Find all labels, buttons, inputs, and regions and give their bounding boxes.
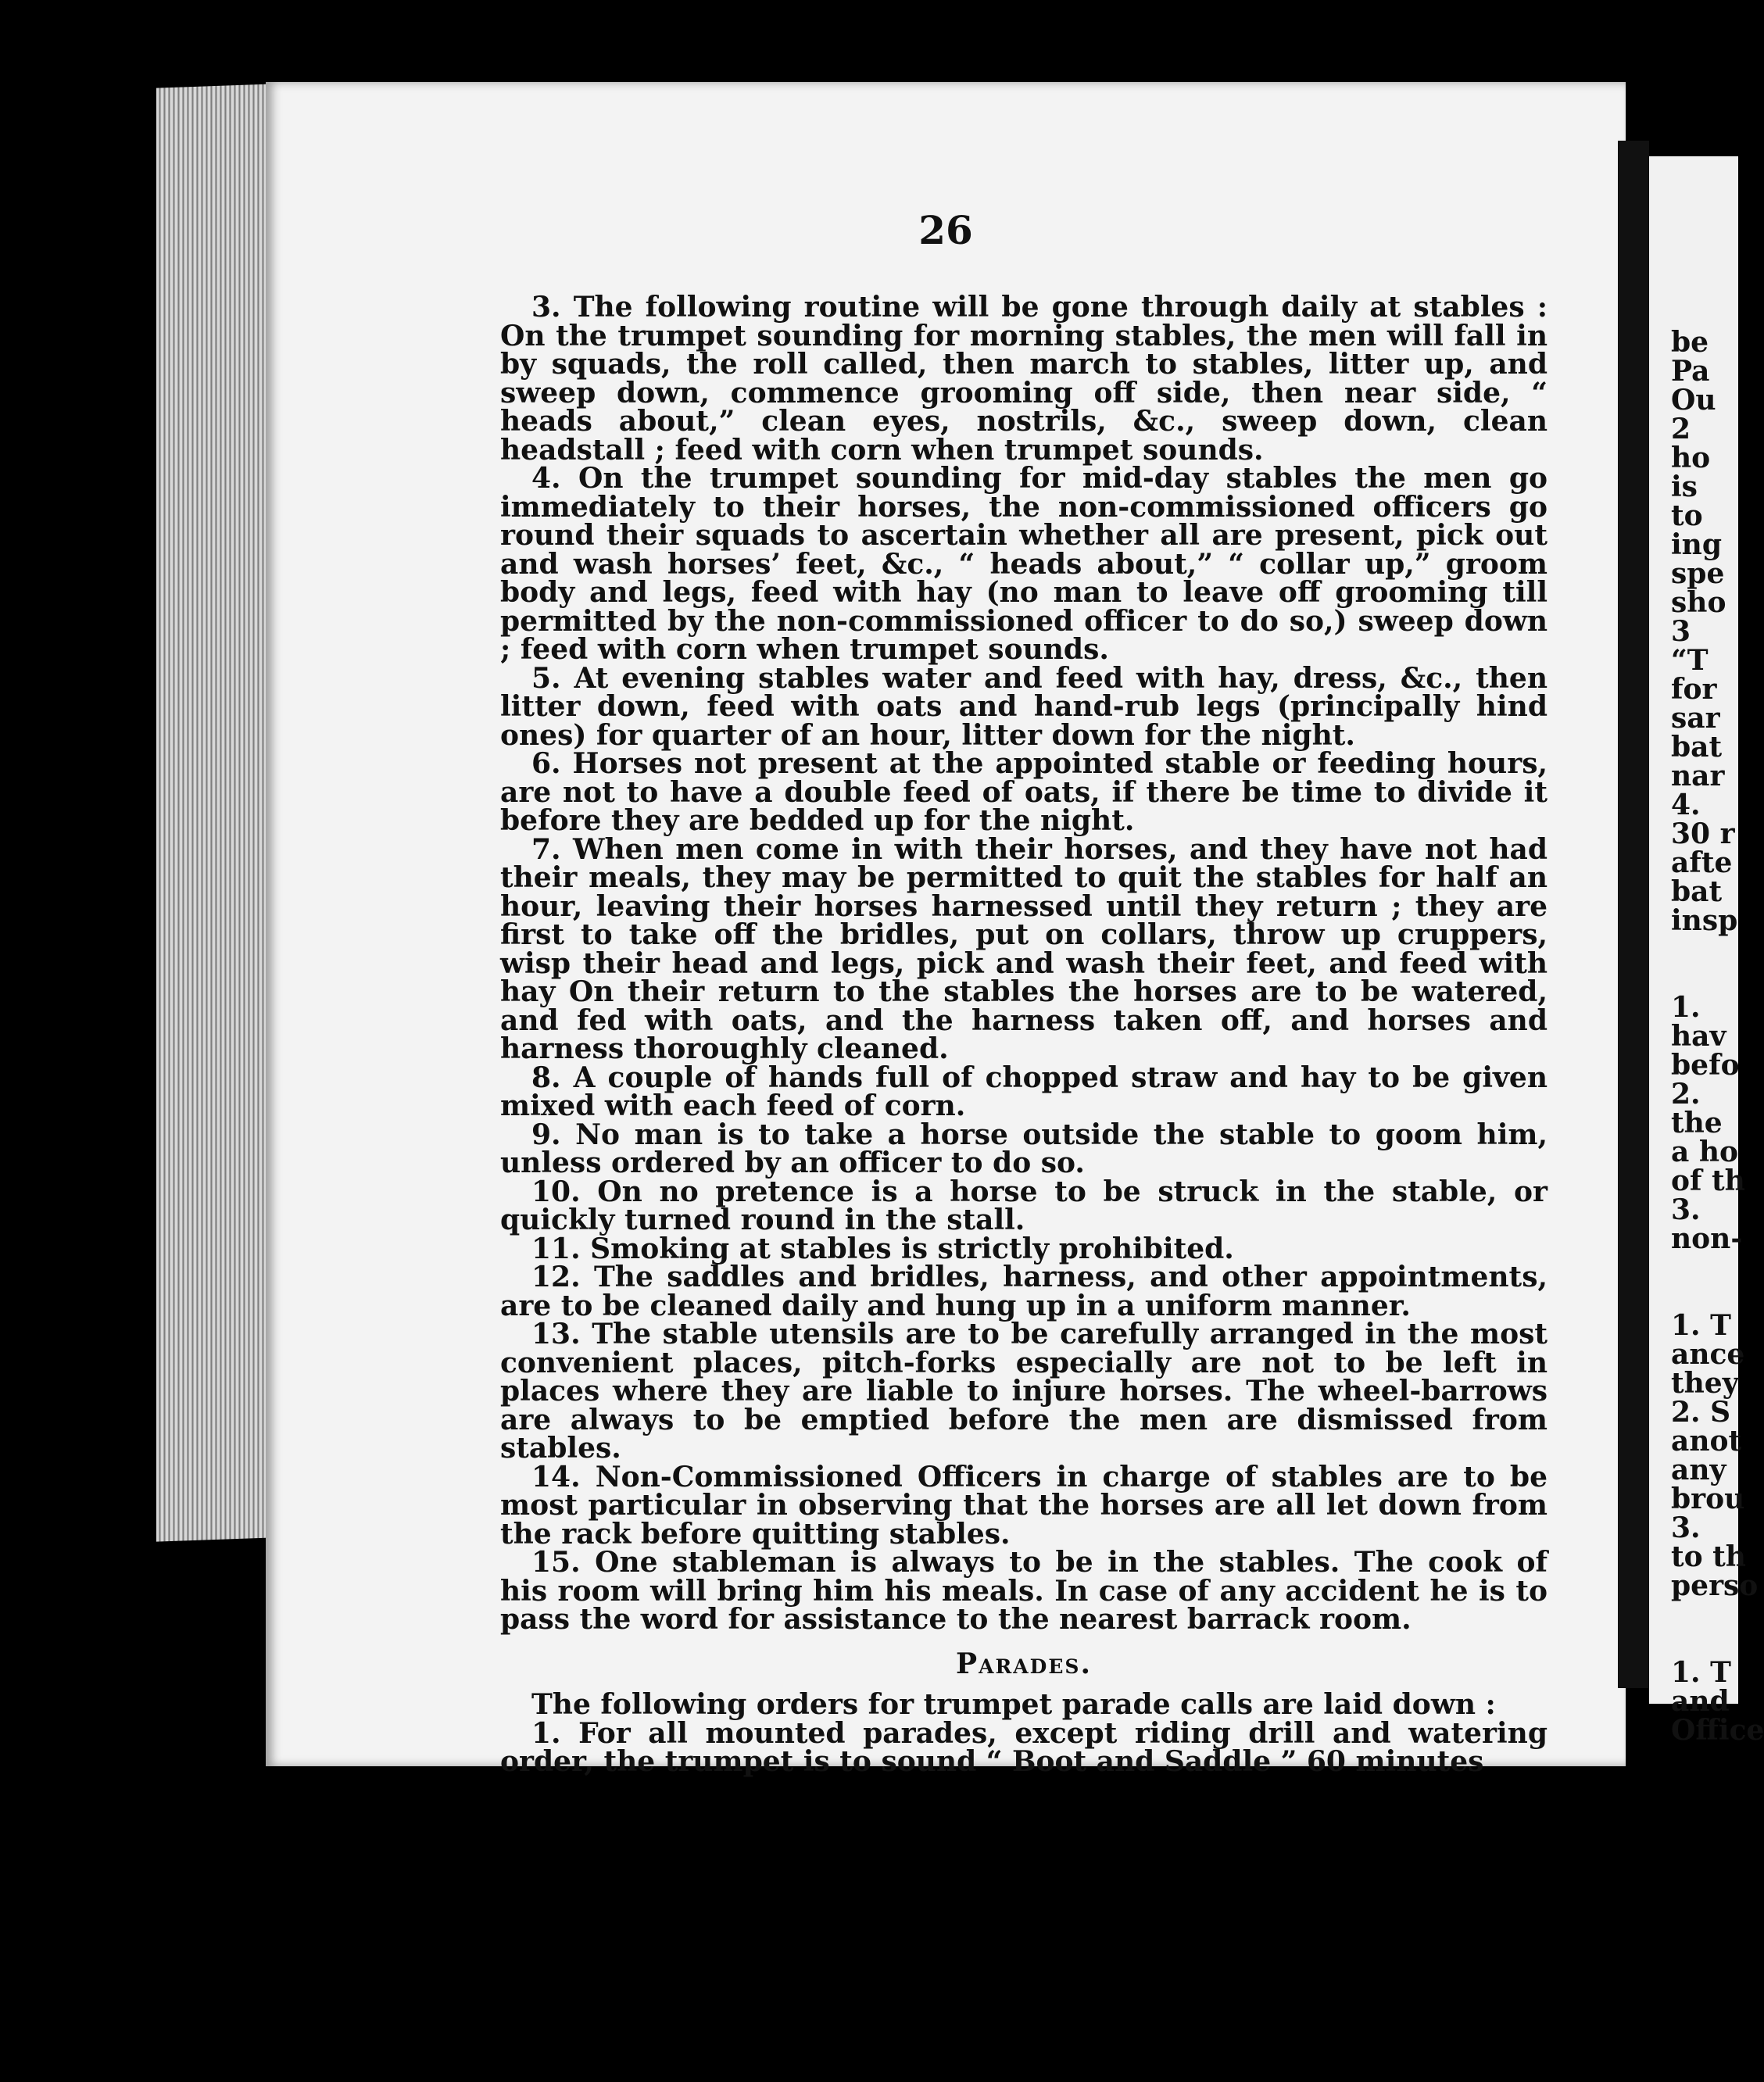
facing-page-line: is [1671,470,1698,503]
paragraph-15: 15. One stableman is always to be in the stables. The cook of his room will bring him his meals. In case of any accident he is to pass the word for assistance to the nearest barrack room. [500,1546,1548,1636]
left-page [266,82,1626,1778]
facing-page-line: 1. T [1671,1656,1731,1689]
paragraph-3: 3. The following routine will be gone through daily at stables : On the trumpet sounding for morning stables, the men will fall in by squads, the roll called, then march to stables, litter up, and sweep down, commence grooming off side, then near side, “ heads about,” clean eyes, nostrils, &c., sweep down, clean headstall ; feed with corn when trumpet sounds. [500,291,1548,467]
facing-page-line: spe [1671,557,1725,590]
facing-page-line: 30 r [1671,817,1735,850]
facing-page-line: Pa [1671,355,1710,388]
facing-page-line: afte [1671,846,1733,879]
facing-page-line: ing [1671,528,1723,561]
paragraph-5: 5. At evening stables water and feed with hay, dress, &c., then litter down, feed with oats and hand-rub legs (principally hind ones) for quarter of an hour, litter down for the night. [500,661,1548,752]
facing-page-line: non- [1671,1222,1743,1255]
facing-page-line: insp [1671,904,1738,937]
facing-page-line: Ou [1671,384,1716,417]
facing-page-line: 2 [1671,413,1691,445]
paragraph-7: 7. When men come in with their horses, and they have not had their meals, they may be permitted to quit the stables for half an hour, leaving their horses harnessed until they return ; they are first to take off the bridles, put on collars, throw up cruppers, wisp their head and legs, pick and wash their feet, and feed with hay On their return to the stables the horses are to be watered, and fed with oats, and the harness taken off, and horses and harness thoroughly cleaned. [500,832,1548,1065]
facing-page-line: nar [1671,760,1725,792]
facing-page-line: sar [1671,702,1720,735]
page-body [500,293,1548,1776]
facing-page-line: ance [1671,1338,1745,1371]
facing-page-line: anot [1671,1425,1742,1458]
facing-page-line [1649,935,1764,964]
facing-page-line: 4. [1671,789,1701,821]
parades-intro: The following orders for trumpet parade calls are laid down : [531,1688,1496,1721]
facing-page-line: hav [1671,1020,1726,1053]
facing-page-line: “T [1671,644,1709,677]
facing-page-line: bat [1671,731,1723,764]
parades-paragraph-1: 1. For all mounted parades, except riding drill and watering order, the trumpet is to sound “ Boot and Saddle ” 60 minutes [500,1716,1548,1778]
facing-page-line: 2. [1671,1078,1701,1111]
facing-page-line: 1. T [1671,1309,1731,1342]
facing-page-line: 3 [1671,615,1691,648]
facing-page-line: sho [1671,586,1726,619]
facing-page-line: and [1671,1685,1730,1718]
facing-page-line: Office [1671,1714,1764,1747]
paragraph-13: 13. The stable utensils are to be carefully arranged in the most convenient places, pitch-forks especially are not to be left in places where they are liable to injure horses. The wheel-barrows are always to be emptied before the men are dismissed from stables. [500,1318,1548,1465]
book-gutter [1618,141,1649,1688]
facing-page-line: the [1671,1107,1723,1139]
facing-page-line: to th [1671,1540,1746,1573]
facing-page-line: befo [1671,1049,1740,1082]
paragraph-14: 14. Non-Commissioned Officers in charge of stables are to be most particular in observing that the horses are all let down from the rack before quitting stables. [500,1460,1548,1551]
book-page-edges [156,84,274,1541]
facing-page-line: ho [1671,442,1711,474]
section-heading-parades: Parades. [956,1647,1092,1680]
facing-page-line: to [1671,499,1703,532]
facing-page-line: 3. [1671,1511,1701,1544]
facing-page-line [1649,964,1764,993]
facing-page-fragment [1649,156,1764,1747]
facing-page-line: a ho [1671,1136,1739,1168]
facing-page-line [1649,1282,1764,1311]
facing-page-line: they [1671,1367,1739,1400]
facing-page-line [1649,1601,1764,1629]
facing-page-line: be [1671,326,1709,359]
paragraph-6: 6. Horses not present at the appointed stable or feeding hours, are not to have a double feed of oats, if there be time to divide it before they are bedded up for the night. [500,747,1548,837]
facing-page-line: 2. S [1671,1396,1731,1429]
facing-page-lines [1649,328,1764,1745]
facing-page-line [1649,1254,1764,1282]
paragraph-12: 12. The saddles and bridles, harness, and other appointments, are to be cleaned daily and hung up in a uniform manner. [500,1261,1548,1322]
paragraph-8: 8. A couple of hands full of chopped straw and hay to be given mixed with each feed of corn. [500,1061,1548,1122]
facing-page-line: bat [1671,875,1723,908]
paragraph-4: 4. On the trumpet sounding for mid-day stables the men go immediately to their horses, the non-commissioned officers go round their squads to ascertain whether all are present, pick out and wash horses’ feet, &c., “ heads about,” “ collar up,” groom body and legs, feed with hay (no man to leave off grooming till permitted by the non-commissioned officer to do so,) sweep down ; feed with corn when trumpet sounds. [500,462,1548,666]
facing-page-line: for [1671,673,1717,706]
facing-page-line: perso [1671,1569,1759,1602]
facing-page-line: 1. [1671,991,1701,1024]
facing-page-line: any [1671,1454,1726,1486]
facing-page-line [1649,1629,1764,1658]
facing-page-line: 3. [1671,1193,1701,1226]
facing-page-line: brou [1671,1483,1745,1515]
page-number: 26 [918,207,973,253]
paragraph-9: 9. No man is to take a horse outside the stable to goom him, unless ordered by an officer to do so. [500,1118,1548,1179]
paragraph-10: 10. On no pretence is a horse to be struck in the stable, or quickly turned round in the stall. [500,1175,1548,1236]
paragraph-11: 11. Smoking at stables is strictly prohibited. [531,1232,1234,1265]
facing-page-line: of th [1671,1164,1745,1197]
